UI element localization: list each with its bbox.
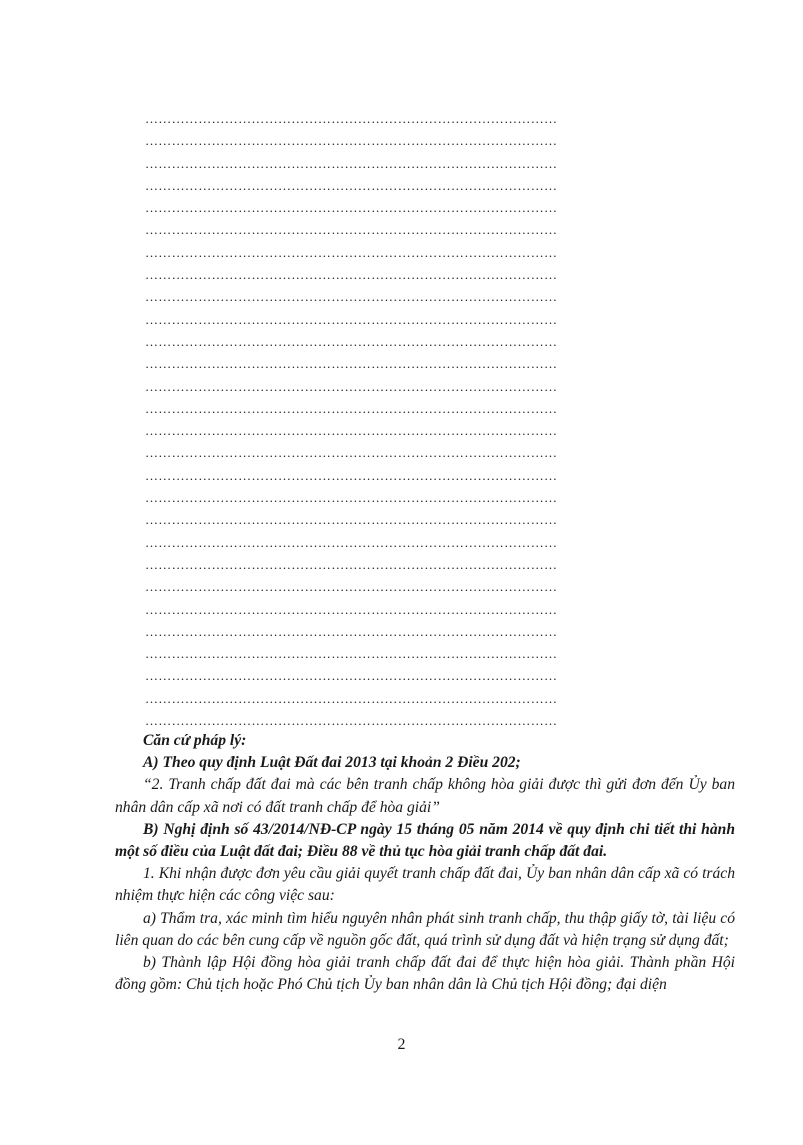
dotted-line: ………………………………………………………………………………… bbox=[145, 713, 558, 729]
dotted-line: ………………………………………………………………………………… bbox=[145, 579, 558, 595]
dotted-line: ………………………………………………………………………………… bbox=[145, 222, 558, 238]
dotted-line: ………………………………………………………………………………… bbox=[145, 356, 558, 372]
dotted-line: ………………………………………………………………………………… bbox=[145, 155, 558, 171]
section-b-heading: B) Nghị định số 43/2014/NĐ-CP ngày 15 tháng 05 năm 2014 về quy định chi tiết thi hành một số điều của Luật đất đai; Điều 88 về thủ tục hòa giải tranh chấp đất đai. bbox=[115, 820, 735, 861]
dotted-line: ………………………………………………………………………………… bbox=[145, 467, 558, 483]
page-number: 2 bbox=[397, 1036, 406, 1053]
dotted-line: ………………………………………………………………………………… bbox=[145, 690, 558, 706]
dotted-line: ………………………………………………………………………………… bbox=[145, 333, 558, 349]
section-a-heading: A) Theo quy định Luật Đất đai 2013 tại khoản 2 Điều 202; bbox=[143, 754, 521, 772]
dotted-line: ………………………………………………………………………………… bbox=[145, 668, 558, 684]
dotted-line: ………………………………………………………………………………… bbox=[145, 244, 558, 260]
legal-text bbox=[115, 730, 735, 996]
dotted-line: ………………………………………………………………………………… bbox=[145, 623, 558, 639]
dotted-line: ………………………………………………………………………………… bbox=[145, 400, 558, 416]
dotted-line: ………………………………………………………………………………… bbox=[145, 267, 558, 283]
dotted-line: ………………………………………………………………………………… bbox=[145, 200, 558, 216]
dotted-line: ………………………………………………………………………………… bbox=[145, 490, 558, 506]
dotted-line: ………………………………………………………………………………… bbox=[145, 177, 558, 193]
clause-1b: b) Thành lập Hội đồng hòa giải tranh chấp đất đai để thực hiện hòa giải. Thành phần Hội đồng gồm: Chủ tịch hoặc Phó Chủ tịch Ủy ban nhân dân là Chủ tịch Hội đồng; đại diện bbox=[115, 954, 735, 994]
dotted-line: ………………………………………………………………………………… bbox=[145, 512, 558, 528]
dotted-line: ………………………………………………………………………………… bbox=[145, 311, 558, 327]
dotted-line: ………………………………………………………………………………… bbox=[145, 423, 558, 439]
clause-1: 1. Khi nhận được đơn yêu cầu giải quyết tranh chấp đất đai, Ủy ban nhân dân cấp xã có trách nhiệm thực hiện các công việc sau: bbox=[115, 865, 735, 905]
dotted-line: ………………………………………………………………………………… bbox=[145, 133, 558, 149]
legal-basis-heading: Căn cứ pháp lý: bbox=[143, 732, 247, 749]
dotted-line: ………………………………………………………………………………… bbox=[145, 445, 558, 461]
dotted-line: ………………………………………………………………………………… bbox=[145, 111, 558, 126]
dotted-line: ………………………………………………………………………………… bbox=[145, 646, 558, 662]
dotted-line: ………………………………………………………………………………… bbox=[145, 556, 558, 572]
section-a-quote: “2. Tranh chấp đất đai mà các bên tranh chấp không hòa giải được thì gửi đơn đến Ủy ban nhân dân cấp xã nơi có đất tranh chấp để hòa giải” bbox=[115, 776, 735, 816]
dotted-line: ………………………………………………………………………………… bbox=[145, 601, 558, 617]
clause-1a: a) Thẩm tra, xác minh tìm hiểu nguyên nhân phát sinh tranh chấp, thu thập giấy tờ, tài liệu có liên quan do các bên cung cấp về nguồn gốc đất, quá trình sử dụng đất và hiện trạng sử dụng đất; bbox=[115, 909, 735, 949]
dotted-line: ………………………………………………………………………………… bbox=[145, 378, 558, 394]
dotted-line: ………………………………………………………………………………… bbox=[145, 289, 558, 305]
dotted-fill-lines bbox=[145, 108, 735, 732]
dotted-line: ………………………………………………………………………………… bbox=[145, 534, 558, 550]
